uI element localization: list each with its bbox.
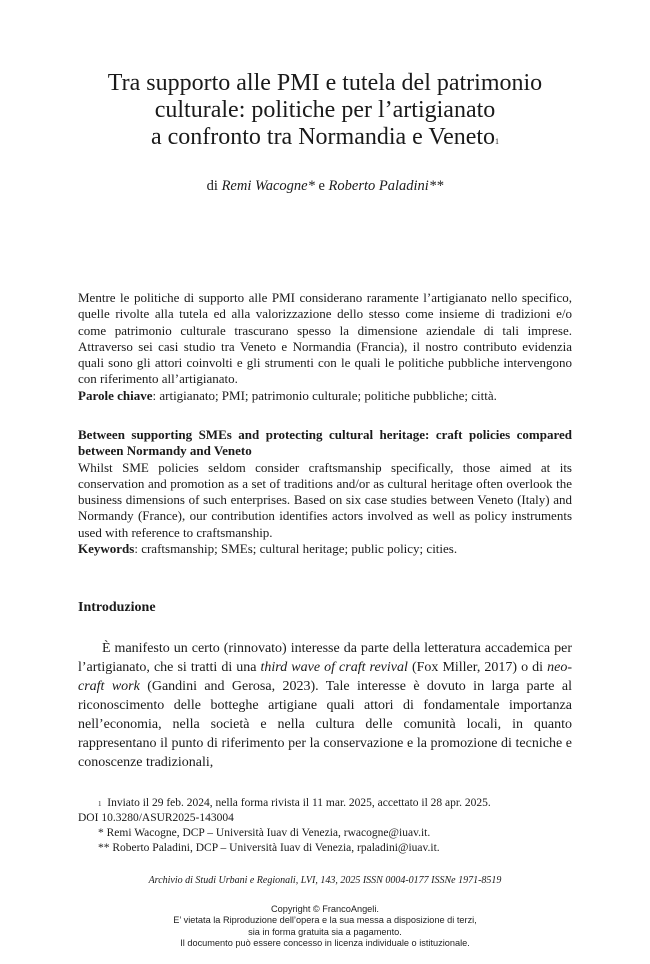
- footnotes: [78, 796, 572, 856]
- footnote-author-2: ** Roberto Paladini, DCP – Università Iuav di Venezia, rpaladini@iuav.it.: [98, 842, 440, 854]
- keywords-en-label: Keywords: [78, 541, 135, 557]
- intro-paragraph: [78, 639, 572, 772]
- copyright-notice: [0, 904, 650, 949]
- journal-info: Archivio di Studi Urbani e Regionali, LVI, 143, 2025 ISSN 0004-0177 ISSNe 1971-8519: [148, 875, 502, 886]
- intro-text-2: (Fox Miller, 2017) o di: [407, 660, 548, 675]
- footnote-1-mark: 1: [98, 800, 102, 808]
- keywords-it: [78, 388, 572, 404]
- byline-prefix: di: [206, 178, 218, 194]
- title-line-3-text: a confronto tra Normandia e Veneto: [150, 124, 496, 150]
- copyright-line-2: E’ vietata la Riproduzione dell’opera e la sua messa a disposizione di terzi,: [173, 915, 477, 926]
- abstract-italian: [78, 290, 572, 404]
- copyright-line-1: Copyright © FrancoAngeli.: [271, 904, 379, 914]
- title-footnote-mark: 1: [495, 137, 500, 146]
- abstract-it-text: Mentre le politiche di supporto alle PMI considerano raramente l’artigianato nello specifico, quelle rivolte alla tutela ed alla valorizzazione dello stesso come insieme di tradizioni e/o come patrimonio culturale trascurano spesso la dimensione aziendale di tali imprese. Attraverso sei casi studio tra Veneto e Normandia (Francia), il nostro contributo evidenzia quali sono gli attori coinvolti e gli strumenti con le quali le politiche pubbliche intervengono con riferimento all’artigianato.: [78, 290, 572, 387]
- intro-italic-1: third wave of craft revival: [260, 660, 408, 675]
- author-2: Roberto Paladini**: [328, 178, 444, 194]
- keywords-en-list: : craftsmanship; SMEs; cultural heritage; public policy; cities.: [134, 541, 458, 557]
- paper-title: [60, 70, 590, 151]
- keywords-en: [78, 541, 572, 557]
- author-1: Remi Wacogne*: [221, 178, 315, 194]
- footnote-doi: DOI 10.3280/ASUR2025-143004: [78, 812, 234, 824]
- intro-text-3: (Gandini and Gerosa, 2023). Tale interesse è dovuto in larga parte al riconoscimento delle botteghe artigiane quali attori di fondamentale importanza nell’economia, nella società e nella cultura delle comunità locali, in quanto rappresentano il punto di riferimento per la conservazione e la promozione di tecniche e conoscenze tradizionali,: [78, 679, 572, 770]
- abstract-en-title: Between supporting SMEs and protecting cultural heritage: craft policies compared between Normandy and Veneto: [78, 427, 572, 459]
- title-line-2: culturale: politiche per l’artigianato: [154, 97, 496, 123]
- copyright-line-4: Il documento può essere concesso in licenza individuale o istituzionale.: [180, 937, 470, 948]
- author-byline: [60, 178, 590, 195]
- intro-text-1: È manifesto un certo (rinnovato) interesse da parte della letteratura accademica per l’artigianato, che si tratti di una: [78, 641, 572, 675]
- footnote-1-text: Inviato il 29 feb. 2024, nella forma rivista il 11 mar. 2025, accettato il 28 apr. 2025.: [107, 797, 491, 809]
- title-line-1: Tra supporto alle PMI e tutela del patrimonio: [107, 70, 543, 96]
- abstract-en-text: Whilst SME policies seldom consider craftsmanship specifically, those aimed at its conservation and promotion as a set of traditions and/or as cultural heritage often overlook the business dimensions of such enterprises. Based on six case studies between Veneto (Italy) and Normandy (France), our contribution identifies actors involved as well as policy instruments used with reference to craftsmanship.: [78, 459, 572, 540]
- abstract-english: [78, 427, 572, 557]
- keywords-it-label: Parole chiave: [78, 387, 153, 403]
- intro-italic-2: neo-craft work: [78, 660, 573, 694]
- footnote-1: [78, 796, 572, 811]
- copyright-line-3: sia in forma gratuita sia a pagamento.: [248, 926, 402, 937]
- footnote-author-1: * Remi Wacogne, DCP – Università Iuav di Venezia, rwacogne@iuav.it.: [98, 827, 431, 839]
- title-line-3: [60, 124, 590, 151]
- keywords-it-list: : artigianato; PMI; patrimonio culturale; politiche pubbliche; città.: [152, 387, 497, 403]
- section-heading-intro: Introduzione: [78, 600, 156, 615]
- byline-conj: e: [318, 178, 325, 194]
